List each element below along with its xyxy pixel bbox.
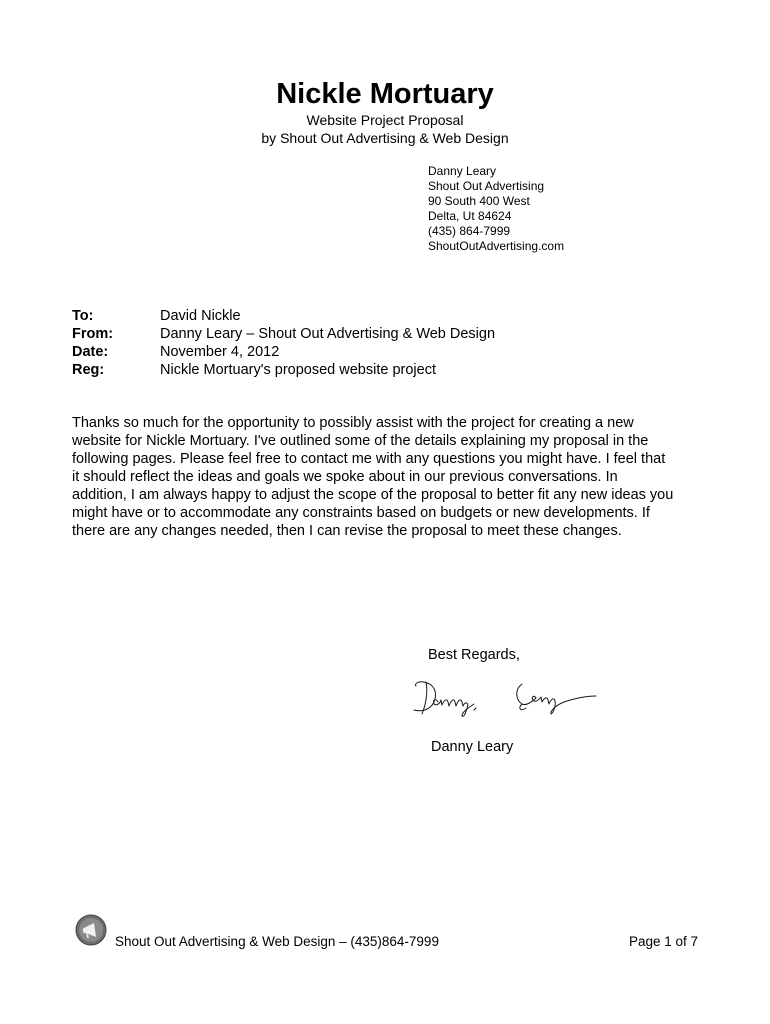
memo-value-to: David Nickle	[160, 308, 241, 324]
body-line: website for Nickle Mortuary. I've outlined some of the details explaining my proposal in the	[72, 433, 649, 449]
sender-contact-block	[428, 164, 564, 254]
contact-phone: (435) 864-7999	[428, 224, 511, 238]
document-title: Nickle Mortuary	[276, 78, 494, 110]
body-line: Thanks so much for the opportunity to possibly assist with the project for creating a new	[72, 415, 634, 431]
footer-company-line: Shout Out Advertising & Web Design – (435)864-7999	[115, 934, 439, 949]
signer-name: Danny Leary	[431, 739, 514, 755]
contact-street: 90 South 400 West	[428, 194, 530, 208]
memo-header	[72, 307, 495, 379]
document-subtitle: Website Project Proposal	[306, 112, 464, 128]
footer-page-number: Page 1 of 7	[628, 934, 698, 949]
contact-company: Shout Out Advertising	[428, 179, 545, 193]
memo-row-from	[72, 325, 495, 343]
memo-value-date: November 4, 2012	[160, 344, 280, 360]
handwritten-signature	[404, 672, 604, 720]
body-line: following pages. Please feel free to contact me with any questions you might have. I feel that	[72, 451, 666, 467]
body-line: might have or to accommodate any constraints based on budgets or new developments. If	[72, 505, 650, 521]
body-paragraph	[72, 414, 712, 540]
contact-city: Delta, Ut 84624	[428, 209, 512, 223]
closing-salutation: Best Regards,	[428, 647, 520, 663]
memo-row-to	[72, 307, 495, 325]
memo-row-date	[72, 343, 495, 361]
memo-value-from: Danny Leary – Shout Out Advertising & Web Design	[160, 326, 496, 342]
contact-name: Danny Leary	[428, 164, 497, 178]
memo-label-from: From:	[72, 326, 114, 342]
contact-website: ShoutOutAdvertising.com	[428, 239, 565, 253]
document-byline: by Shout Out Advertising & Web Design	[261, 130, 509, 146]
memo-label-reg: Reg:	[72, 362, 105, 378]
body-line: addition, I am always happy to adjust the scope of the proposal to better fit any new ideas you	[72, 487, 674, 503]
memo-label-to: To:	[72, 308, 94, 324]
body-line: it should reflect the ideas and goals we spoke about in our previous conversations. In	[72, 469, 618, 485]
body-line: there are any changes needed, then I can revise the proposal to meet these changes.	[72, 523, 622, 539]
megaphone-icon	[75, 914, 107, 946]
memo-value-reg: Nickle Mortuary's proposed website project	[160, 362, 436, 378]
memo-row-reg	[72, 361, 495, 379]
memo-label-date: Date:	[72, 344, 109, 360]
